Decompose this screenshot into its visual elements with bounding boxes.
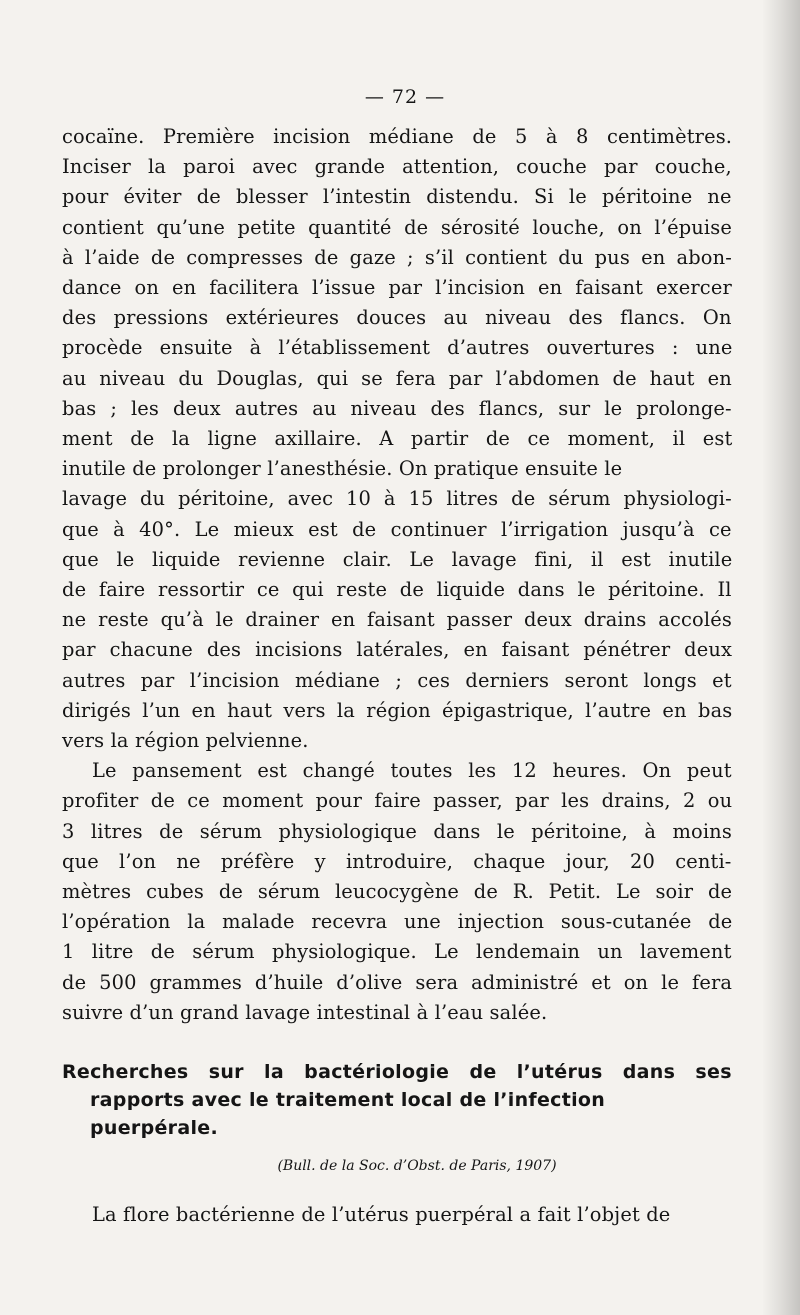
text-line: pour éviter de blesser l’intestin distendu. Si le péritoine ne — [62, 185, 732, 209]
text-line: par chacune des incisions latérales, en faisant pénétrer deux — [62, 638, 733, 662]
text-line: Inciser la paroi avec grande attention, couche par couche, — [62, 155, 732, 179]
text-line: que à 40°. Le mieux est de continuer l’irrigation jusqu’à ce — [62, 517, 732, 541]
text-line: cocaïne. Première incision médiane de 5 à 8 centimètres. — [62, 125, 733, 148]
text-line: vers la région pelvienne. — [62, 729, 309, 753]
text-line: 1 litre de sérum physiologique. Le lendemain un lavement — [62, 940, 732, 964]
text-line: inutile de prolonger l’anesthésie. On pratique ensuite le — [62, 457, 623, 481]
text-line: bas ; les deux autres au niveau des flancs, sur le prolonge- — [62, 396, 732, 420]
text-line: de 500 grammes d’huile d’olive sera administré et on le fera — [62, 970, 733, 994]
text-line: de faire ressortir ce qui reste de liquide dans le péritoine. Il — [62, 578, 732, 602]
text-line: procède ensuite à l’établissement d’autres ouvertures : une — [62, 336, 733, 360]
section-heading — [62, 1058, 732, 1142]
page-spine-shadow — [762, 0, 800, 1315]
page-content — [62, 86, 732, 1230]
text-line: que le liquide revienne clair. Le lavage fini, il est inutile — [62, 547, 733, 571]
text-line: mètres cubes de sérum leucocygène de R. Petit. Le soir de — [62, 880, 733, 904]
paragraph-3 — [62, 1200, 732, 1230]
heading-line: puerpérale. — [90, 1117, 218, 1140]
text-line: ment de la ligne axillaire. A partir de ce moment, il est — [62, 427, 733, 451]
text-line: dirigés l’un en haut vers la région épigastrique, l’autre en bas — [62, 698, 733, 722]
text-line: des pressions extérieures douces au niveau des flancs. On — [62, 306, 732, 330]
text-line: suivre d’un grand lavage intestinal à l’eau salée. — [62, 1000, 548, 1024]
paragraph-2 — [62, 756, 732, 1028]
text-line: au niveau du Douglas, qui se fera par l’abdomen de haut en — [62, 366, 732, 390]
text-line: autres par l’incision médiane ; ces derniers seront longs et — [62, 668, 732, 692]
text-line: Le pansement est changé toutes les 12 heures. On peut — [92, 759, 732, 783]
paragraph-1 — [62, 122, 732, 756]
text-line: dance on en facilitera l’issue par l’incision en faisant exercer — [62, 276, 732, 300]
text-line: à l’aide de compresses de gaze ; s’il contient du pus en abon- — [62, 245, 732, 269]
citation-reference: (Bull. de la Soc. d’Obst. de Paris, 1907) — [277, 1158, 557, 1175]
text-line: profiter de ce moment pour faire passer, par les drains, 2 ou — [62, 789, 733, 813]
text-line: ne reste qu’à le drainer en faisant passer deux drains accolés — [62, 608, 732, 632]
text-line: 3 litres de sérum physiologique dans le péritoine, à moins — [62, 819, 732, 843]
text-line: l’opération la malade recevra une injection sous-cutanée de — [62, 910, 733, 934]
heading-line: rapports avec le traitement local de l’infection — [90, 1089, 606, 1112]
heading-line: Recherches sur la bactériologie de l’utérus dans ses — [62, 1061, 732, 1084]
text-line: lavage du péritoine, avec 10 à 15 litres de sérum physiologi- — [62, 487, 732, 511]
text-line: contient qu’une petite quantité de sérosité louche, on l’épuise — [62, 215, 732, 239]
text-line: que l’on ne préfère y introduire, chaque jour, 20 centi- — [62, 849, 732, 873]
text-line: La flore bactérienne de l’utérus puerpéral a fait l’objet de — [92, 1203, 671, 1227]
page-number: — 72 — — [364, 86, 446, 108]
